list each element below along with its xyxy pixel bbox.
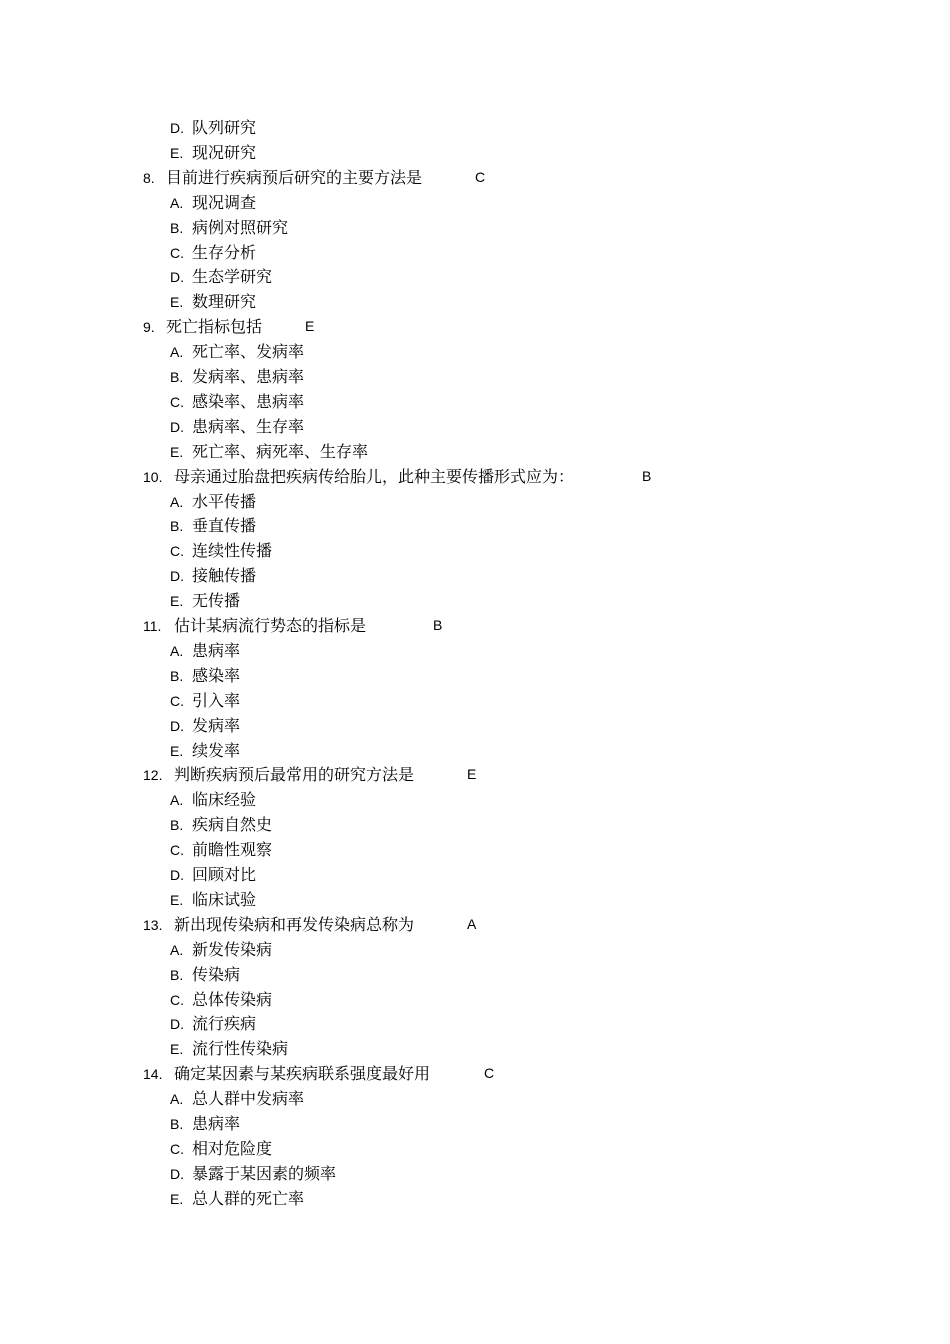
option-text: 死亡率、病死率、生存率 bbox=[192, 441, 369, 461]
answer-option bbox=[170, 513, 256, 538]
question-text: 死亡指标包括 bbox=[166, 317, 263, 337]
option-text: 连续性传播 bbox=[192, 541, 273, 561]
option-label: D. bbox=[170, 418, 184, 435]
option-label: C. bbox=[170, 991, 184, 1008]
answer-option bbox=[170, 837, 272, 862]
answer-option bbox=[170, 638, 240, 663]
answer-option bbox=[170, 289, 256, 314]
answer-option bbox=[170, 1136, 272, 1161]
answer-option bbox=[170, 738, 240, 763]
option-label: C. bbox=[170, 692, 184, 709]
option-label: D. bbox=[170, 867, 184, 883]
option-label: E. bbox=[170, 144, 184, 161]
answer-option bbox=[170, 140, 256, 165]
answer-option bbox=[170, 1111, 240, 1136]
question-number: 8. bbox=[143, 169, 155, 186]
answer-option bbox=[170, 937, 272, 962]
option-label: E. bbox=[170, 742, 184, 759]
option-label: C. bbox=[170, 543, 184, 560]
question-stem bbox=[143, 1061, 430, 1086]
answer-option bbox=[170, 887, 256, 912]
answer-option bbox=[170, 1186, 304, 1211]
question-text: 母亲通过胎盘把疾病传给胎儿，此种主要传播形式应为： bbox=[174, 466, 575, 486]
option-label: D. bbox=[170, 1165, 184, 1182]
question-stem bbox=[143, 314, 262, 339]
answer-option bbox=[170, 862, 256, 887]
option-label: A. bbox=[170, 194, 184, 211]
answer-key: E bbox=[467, 766, 477, 783]
option-label: E. bbox=[170, 1041, 184, 1058]
answer-key: B bbox=[642, 467, 652, 484]
question-number: 11. bbox=[143, 618, 162, 634]
answer-option bbox=[170, 364, 304, 389]
option-text: 引入率 bbox=[192, 690, 241, 710]
answer-option bbox=[170, 987, 272, 1012]
answer-key: C bbox=[484, 1065, 495, 1082]
answer-option bbox=[170, 588, 240, 613]
question-stem bbox=[143, 762, 414, 787]
option-text: 现况调查 bbox=[192, 192, 257, 212]
option-text: 垂直传播 bbox=[192, 516, 257, 536]
option-label: D. bbox=[170, 1016, 184, 1033]
option-label: B. bbox=[170, 1116, 184, 1132]
option-text: 生态学研究 bbox=[192, 267, 273, 287]
option-text: 流行疾病 bbox=[192, 1014, 257, 1034]
answer-option bbox=[170, 240, 256, 265]
option-text: 疾病自然史 bbox=[192, 815, 273, 835]
option-text: 前瞻性观察 bbox=[192, 840, 273, 860]
question-stem bbox=[143, 613, 366, 638]
question-number: 14. bbox=[143, 1066, 163, 1083]
option-text: 发病率 bbox=[192, 715, 241, 735]
question-number: 9. bbox=[143, 319, 155, 336]
option-text: 水平传播 bbox=[192, 491, 257, 511]
option-label: B. bbox=[170, 966, 184, 983]
option-label: B. bbox=[170, 667, 184, 684]
answer-option bbox=[170, 1011, 256, 1036]
option-text: 感染率、患病率 bbox=[192, 391, 305, 411]
answer-option bbox=[170, 389, 304, 414]
answer-key: E bbox=[305, 318, 315, 335]
answer-option bbox=[170, 264, 272, 289]
answer-option bbox=[170, 339, 304, 364]
question-number: 12. bbox=[143, 767, 163, 784]
option-label: E. bbox=[170, 294, 184, 311]
option-text: 无传播 bbox=[192, 591, 241, 611]
option-text: 队列研究 bbox=[192, 118, 257, 137]
question-text: 判断疾病预后最常用的研究方法是 bbox=[174, 765, 415, 785]
option-label: A. bbox=[170, 642, 184, 659]
answer-option bbox=[170, 439, 368, 464]
answer-option bbox=[170, 1036, 288, 1061]
option-label: D. bbox=[170, 568, 184, 585]
answer-option bbox=[170, 663, 240, 688]
option-label: C. bbox=[170, 842, 184, 859]
option-text: 新发传染病 bbox=[192, 939, 273, 959]
option-label: A. bbox=[170, 344, 184, 361]
question-text: 新出现传染病和再发传染病总称为 bbox=[174, 914, 415, 934]
option-text: 总人群的死亡率 bbox=[192, 1188, 305, 1208]
option-text: 传染病 bbox=[192, 964, 241, 984]
option-label: D. bbox=[170, 717, 184, 734]
answer-option bbox=[170, 115, 256, 140]
option-text: 相对危险度 bbox=[192, 1138, 273, 1158]
question-text: 确定某因素与某疾病联系强度最好用 bbox=[174, 1064, 431, 1084]
answer-option bbox=[170, 1161, 336, 1186]
answer-key: A bbox=[467, 915, 477, 932]
question-text: 目前进行疾病预后研究的主要方法是 bbox=[166, 167, 423, 187]
option-label: C. bbox=[170, 1140, 184, 1157]
option-label: D. bbox=[170, 269, 184, 286]
answer-option bbox=[170, 190, 256, 215]
option-label: E. bbox=[170, 593, 184, 610]
option-label: B. bbox=[170, 369, 184, 385]
option-text: 回顾对比 bbox=[192, 865, 257, 884]
answer-key: C bbox=[475, 168, 486, 185]
option-text: 总人群中发病率 bbox=[192, 1089, 305, 1109]
option-text: 患病率、生存率 bbox=[192, 416, 305, 436]
option-text: 临床经验 bbox=[192, 790, 257, 810]
question-number: 13. bbox=[143, 916, 163, 933]
option-text: 接触传播 bbox=[192, 566, 257, 586]
answer-option bbox=[170, 812, 272, 837]
question-text: 估计某病流行势态的指标是 bbox=[174, 616, 367, 635]
answer-option bbox=[170, 1086, 304, 1111]
option-label: D. bbox=[170, 120, 184, 136]
answer-option bbox=[170, 489, 256, 514]
option-text: 现况研究 bbox=[192, 142, 257, 162]
option-label: E. bbox=[170, 891, 184, 908]
question-stem bbox=[143, 165, 422, 190]
question-stem bbox=[143, 912, 414, 937]
option-text: 患病率 bbox=[192, 640, 241, 660]
option-label: A. bbox=[170, 941, 184, 958]
answer-key: B bbox=[433, 617, 443, 633]
option-text: 生存分析 bbox=[192, 242, 257, 262]
answer-option bbox=[170, 713, 240, 738]
option-text: 发病率、患病率 bbox=[192, 367, 305, 386]
option-text: 死亡率、发病率 bbox=[192, 342, 305, 362]
question-number: 10. bbox=[143, 468, 163, 485]
answer-option bbox=[170, 215, 288, 240]
option-label: E. bbox=[170, 443, 184, 460]
option-label: A. bbox=[170, 1091, 184, 1108]
option-label: C. bbox=[170, 393, 184, 410]
option-text: 临床试验 bbox=[192, 889, 257, 909]
option-text: 续发率 bbox=[192, 740, 241, 760]
answer-option bbox=[170, 962, 240, 987]
option-label: B. bbox=[170, 817, 184, 834]
option-label: C. bbox=[170, 244, 184, 261]
option-label: E. bbox=[170, 1190, 184, 1207]
option-label: A. bbox=[170, 493, 184, 510]
option-text: 患病率 bbox=[192, 1114, 241, 1133]
option-text: 感染率 bbox=[192, 665, 241, 685]
answer-option bbox=[170, 688, 240, 713]
answer-option bbox=[170, 563, 256, 588]
answer-option bbox=[170, 414, 304, 439]
answer-option bbox=[170, 787, 256, 812]
option-label: B. bbox=[170, 518, 184, 535]
question-stem bbox=[143, 464, 574, 489]
option-text: 数理研究 bbox=[192, 292, 257, 312]
option-text: 总体传染病 bbox=[192, 989, 273, 1009]
option-text: 病例对照研究 bbox=[192, 217, 289, 237]
answer-option bbox=[170, 538, 272, 563]
option-text: 暴露于某因素的频率 bbox=[192, 1163, 337, 1183]
option-text: 流行性传染病 bbox=[192, 1039, 289, 1059]
option-label: A. bbox=[170, 792, 184, 809]
option-label: B. bbox=[170, 219, 184, 236]
